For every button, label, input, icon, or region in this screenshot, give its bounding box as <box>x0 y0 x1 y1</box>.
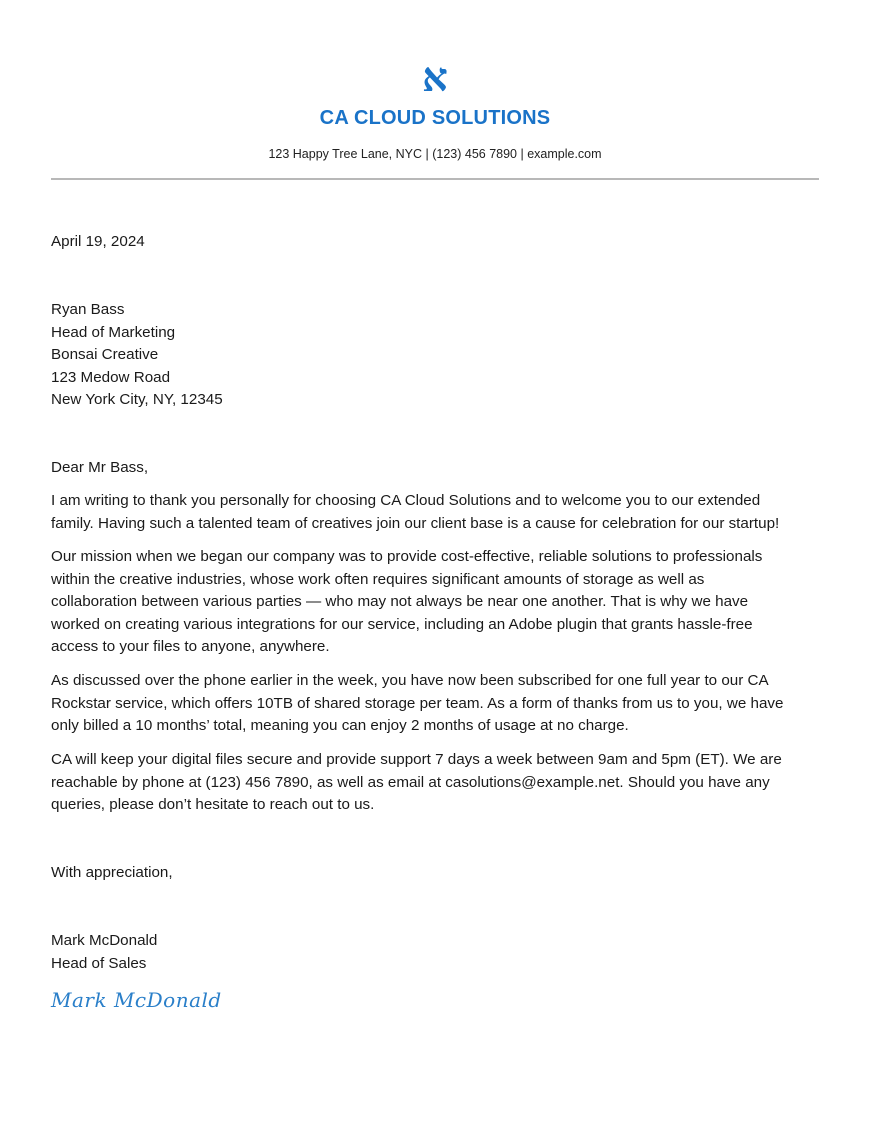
salutation: Dear Mr Bass, <box>51 459 149 476</box>
recipient-company: Bonsai Creative <box>51 346 159 363</box>
company-contact-line: 123 Happy Tree Lane, NYC | (123) 456 7890 | example.com <box>268 147 602 161</box>
paragraph-line: within the creative industries, whose work often requires significant amounts of storage as well as <box>51 570 705 588</box>
paragraph-line: access to your files to anyone, anywhere. <box>51 638 330 655</box>
recipient-street: 123 Medow Road <box>51 368 171 386</box>
handwritten-signature: Mark McDonald <box>51 988 222 1012</box>
paragraph-line: reachable by phone at (123) 456 7890, as well as email at casolutions@example.net. Should you have any <box>51 773 770 791</box>
paragraph-line: I am writing to thank you personally for choosing CA Cloud Solutions and to welcome you to our extended <box>51 492 761 509</box>
paragraph-line: worked on creating various integrations for our service, including an Adobe plugin that grants hassle-free <box>51 615 753 633</box>
closing: With appreciation, <box>51 864 173 881</box>
body-paragraph-4 <box>51 749 821 817</box>
sender-title: Head of Sales <box>51 954 147 972</box>
paragraph-line: As discussed over the phone earlier in the week, you have now been subscribed for one full year to our CA <box>51 672 769 689</box>
paragraph-line: family. Having such a talented team of creatives join our client base is a cause for celebration for our startup! <box>51 514 780 532</box>
header-divider <box>51 178 819 180</box>
recipient-city: New York City, NY, 12345 <box>51 391 223 408</box>
paragraph-line: Rockstar service, which offers 10TB of shared storage per team. As a form of thanks from us to you, we have <box>51 694 784 712</box>
body-paragraph-1 <box>51 490 821 535</box>
paragraph-line: CA will keep your digital files secure and provide support 7 days a week between 9am and 5pm (ET). We are <box>51 751 782 768</box>
paragraph-line: collaboration between various parties — who may not always be near one another. That is why we have <box>51 593 749 610</box>
letter-date: April 19, 2024 <box>51 233 145 250</box>
sender-name: Mark McDonald <box>51 932 158 949</box>
body-paragraph-2 <box>51 546 821 659</box>
paragraph-line: queries, please don’t hesitate to reach out to us. <box>51 796 375 813</box>
paragraph-line: Our mission when we began our company was to provide cost-effective, reliable solutions to professionals <box>51 548 763 565</box>
recipient-title: Head of Marketing <box>51 323 176 341</box>
aleph-logo-icon: א <box>422 54 448 101</box>
company-name: CA CLOUD SOLUTIONS <box>319 107 551 129</box>
paragraph-line: only billed a 10 months’ total, meaning you can enjoy 2 months of usage at no charge. <box>51 717 629 734</box>
recipient-name: Ryan Bass <box>51 301 125 318</box>
body-paragraph-3 <box>51 670 821 738</box>
